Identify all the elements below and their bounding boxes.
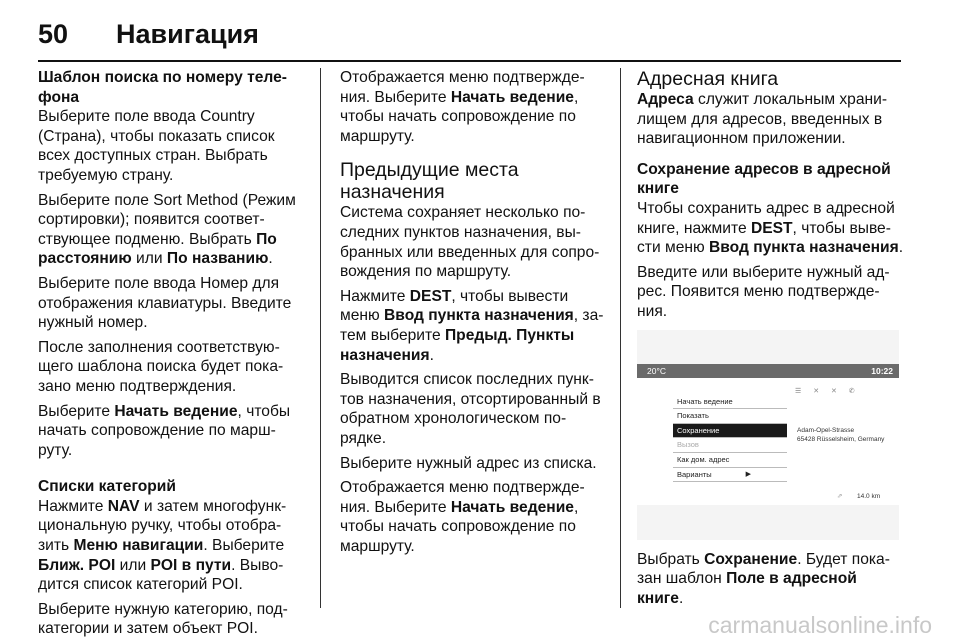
paragraph: Отображается меню подтвержде-ния. Выберите Начать ведение, чтобы начать сопровождение по маршруту. <box>340 479 585 555</box>
menu-item[interactable]: Начать ведение <box>673 395 787 410</box>
column-2 <box>340 68 604 561</box>
paragraph: После заполнения соответствую-щего шаблона поиска будет пока-зано меню подтверждения. <box>38 338 284 395</box>
column-1 <box>38 68 300 644</box>
paragraph: Выводится список последних пунк-тов назначения, отсортированный в обратном хронологическом по-рядке. <box>340 371 601 447</box>
status-bar <box>637 364 899 378</box>
chevron-right-icon: ▶ <box>745 470 751 478</box>
paragraph: Выбрать Сохранение. Будет пока-зан шаблон Поле в адресной книге. <box>637 550 890 607</box>
paragraph: Выберите нужный адрес из списка. <box>340 454 597 472</box>
column-3 <box>637 68 907 613</box>
temperature-label: 20°C <box>647 365 666 376</box>
distance-label: 14.0 km <box>857 492 881 500</box>
paragraph: Отображается меню подтвержде-ния. Выберите Начать ведение, чтобы начать сопровождение по маршруту. <box>340 69 585 145</box>
paragraph: Выберите нужную категорию, под-категории и затем объект POI. <box>38 600 288 638</box>
address-block <box>797 426 884 444</box>
clock-label: 10:22 <box>871 365 893 376</box>
paragraph: Нажмите DEST, чтобы вывести меню Ввод пункта назначения, за-тем выберите Предыд. Пункты назначения. <box>340 287 604 364</box>
infotainment-screenshot <box>637 330 899 540</box>
header-rule <box>38 60 901 62</box>
watermark: carmanualsonline.info <box>708 612 932 638</box>
paragraph: Выберите Начать ведение, чтобы начать сопровождение по марш-руту. <box>38 402 291 459</box>
paragraph: Адреса служит локальным храни-лищем для адресов, введенных в навигационном приложении. <box>637 91 888 148</box>
column-divider <box>620 68 621 608</box>
route-icon: ⇗ <box>837 492 843 500</box>
heading-save-address: Сохранение адресов в адресной книге <box>637 160 891 198</box>
address-street: Adam-Opel-Strasse <box>797 426 855 434</box>
paragraph: Система сохраняет несколько по-следних пунктов назначения, вы-бранных или введенных для сопро-вождения по маршруту. <box>340 204 600 281</box>
menu-item: Вызов <box>673 438 787 453</box>
menu-item[interactable]: Варианты ▶ <box>673 468 787 483</box>
menu-item[interactable]: Показать <box>673 409 787 424</box>
status-icons: ☰ ✕ ✕ ✆ <box>795 387 860 395</box>
paragraph: Чтобы сохранить адрес в адресной книге, нажмите DEST, чтобы выве-сти меню Ввод пункта назначения. <box>637 199 904 257</box>
paragraph: Выберите поле ввода Country (Страна), чтобы показать список всех доступных стран. Выбрать требуемую страну. <box>38 108 275 184</box>
address-city: 65428 Rüsselsheim, Germany <box>797 435 885 443</box>
page-number: 50 <box>38 19 69 49</box>
menu-item[interactable]: Сохранение <box>673 424 787 439</box>
paragraph: Выберите поле ввода Номер для отображения клавиатуры. Введите нужный номер. <box>38 274 292 332</box>
heading-address-book: Адресная книга <box>637 68 779 90</box>
heading-previous-destinations: Предыдущие места назначения <box>340 159 519 204</box>
section-title: Навигация <box>116 19 259 49</box>
column-divider <box>320 68 321 608</box>
paragraph: Выберите поле Sort Method (Режим сортировки); появится соответ-ствующее подменю. Выбрать По расстоянию или По названию. <box>38 191 296 268</box>
confirmation-menu <box>673 395 787 483</box>
menu-item[interactable]: Как дом. адрес <box>673 453 787 468</box>
heading-category-lists: Списки категорий <box>38 478 176 496</box>
paragraph: Введите или выберите нужный ад-рес. Появится меню подтвержде-ния. <box>637 263 890 320</box>
paragraph: Нажмите NAV и затем многофунк-циональную ручку, чтобы отобра-зить Меню навигации. Выберите Ближ. POI или POI в пути. Выво-дится список категорий POI. <box>38 497 287 594</box>
heading-phone-search: Шаблон поиска по номеру теле-фона <box>38 69 287 106</box>
